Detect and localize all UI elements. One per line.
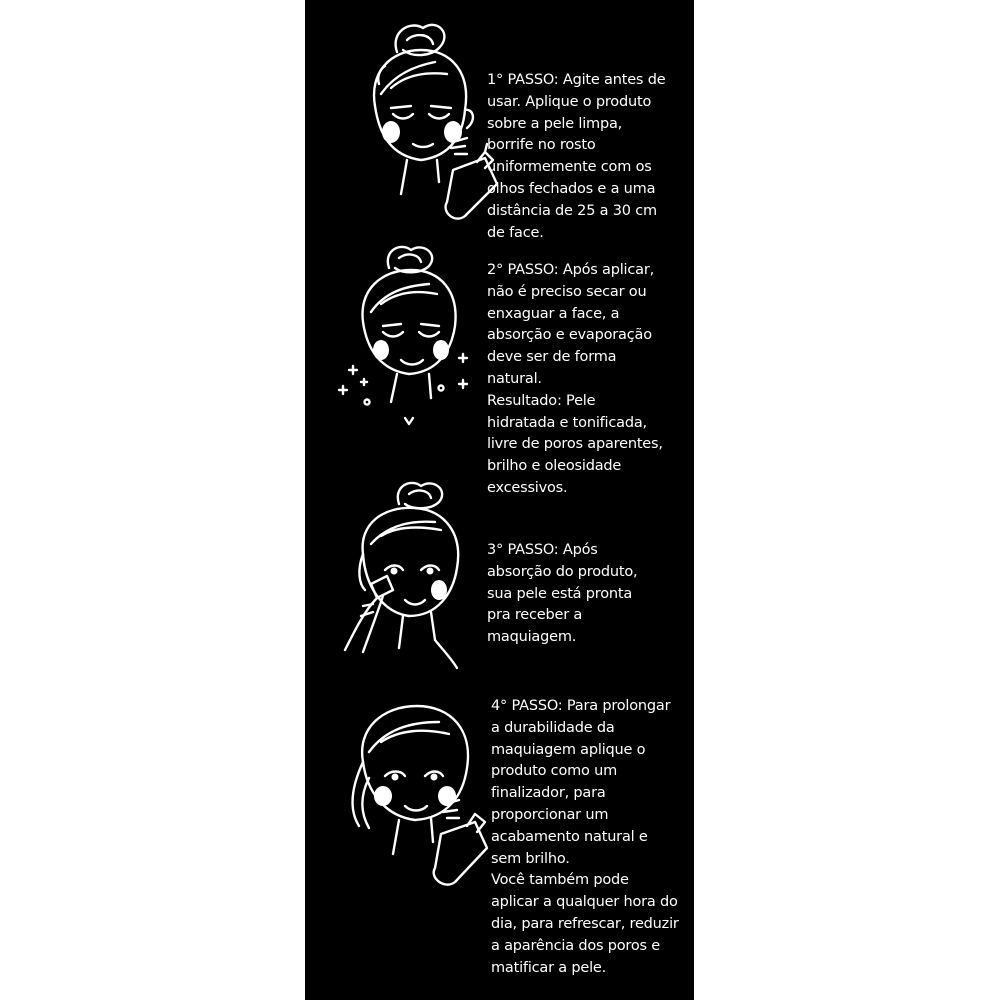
step-1-line: usar. Aplique o produto xyxy=(487,93,652,110)
step-4-line: dia, para refrescar, reduzir xyxy=(491,915,679,932)
step-1-line: distância de 25 a 30 cm xyxy=(487,202,657,219)
step-2-line: excessivos. xyxy=(487,479,568,496)
step-1-line: sobre a pele limpa, xyxy=(487,115,623,132)
step-4-line: Você também pode xyxy=(491,872,629,889)
step-4-line: maquiagem aplique o xyxy=(491,741,646,758)
step-4-line: sem brilho. xyxy=(491,850,570,867)
step-2-line: natural. xyxy=(487,370,542,387)
step-2-line: hidratada e tonificada, xyxy=(487,414,647,431)
step-4-text xyxy=(491,696,679,979)
step-2-line: Resultado: Pele xyxy=(487,392,596,409)
step-4-line: aplicar a qualquer hora do xyxy=(491,894,678,911)
step-4-line: acabamento natural e xyxy=(491,828,648,845)
step-1-line: uniformemente com os xyxy=(487,159,652,176)
step-2-line: não é preciso secar ou xyxy=(487,283,647,300)
step-1-line: olhos fechados e a uma xyxy=(487,180,656,197)
step-4-line: produto como um xyxy=(491,763,618,780)
step-3-line: sua pele está pronta xyxy=(487,585,633,602)
step-3-text xyxy=(487,540,637,649)
step-4-line: finalizador, para xyxy=(491,785,606,802)
step-3-line: maquiagem. xyxy=(487,629,577,646)
woman-finishing-spray-icon xyxy=(329,692,499,892)
woman-spraying-face-icon xyxy=(335,14,505,234)
step-3-line: absorção do produto, xyxy=(487,563,638,580)
woman-applying-makeup-icon xyxy=(327,480,477,680)
step-2-line: livre de poros aparentes, xyxy=(487,436,663,453)
step-2-line: 2° PASSO: Após aplicar, xyxy=(487,262,655,278)
step-1-line: borrife no rosto xyxy=(487,137,596,154)
step-4-line: matificar a pele. xyxy=(491,959,607,976)
step-2-line: deve ser de forma xyxy=(487,349,617,366)
step-1-line: 1° PASSO: Agite antes de xyxy=(487,72,666,88)
step-3-line: 3° PASSO: Após xyxy=(487,542,598,558)
step-1-line: de face. xyxy=(487,224,544,241)
step-1-text xyxy=(487,70,665,244)
step-3-line: pra receber a xyxy=(487,607,583,624)
step-2-text xyxy=(487,260,663,500)
step-2-line: enxaguar a face, a xyxy=(487,305,620,322)
step-4-line: a durabilidade da xyxy=(491,719,615,736)
step-4-line: 4° PASSO: Para prolongar xyxy=(491,698,671,714)
step-4-line: a aparência dos poros e xyxy=(491,937,661,954)
woman-sparkling-skin-icon xyxy=(333,242,483,432)
step-2-line: brilho e oleosidade xyxy=(487,458,622,475)
step-2-line: absorção e evaporação xyxy=(487,327,652,344)
step-4-line: proporcionar um xyxy=(491,806,609,823)
instructions-panel xyxy=(305,0,694,1000)
